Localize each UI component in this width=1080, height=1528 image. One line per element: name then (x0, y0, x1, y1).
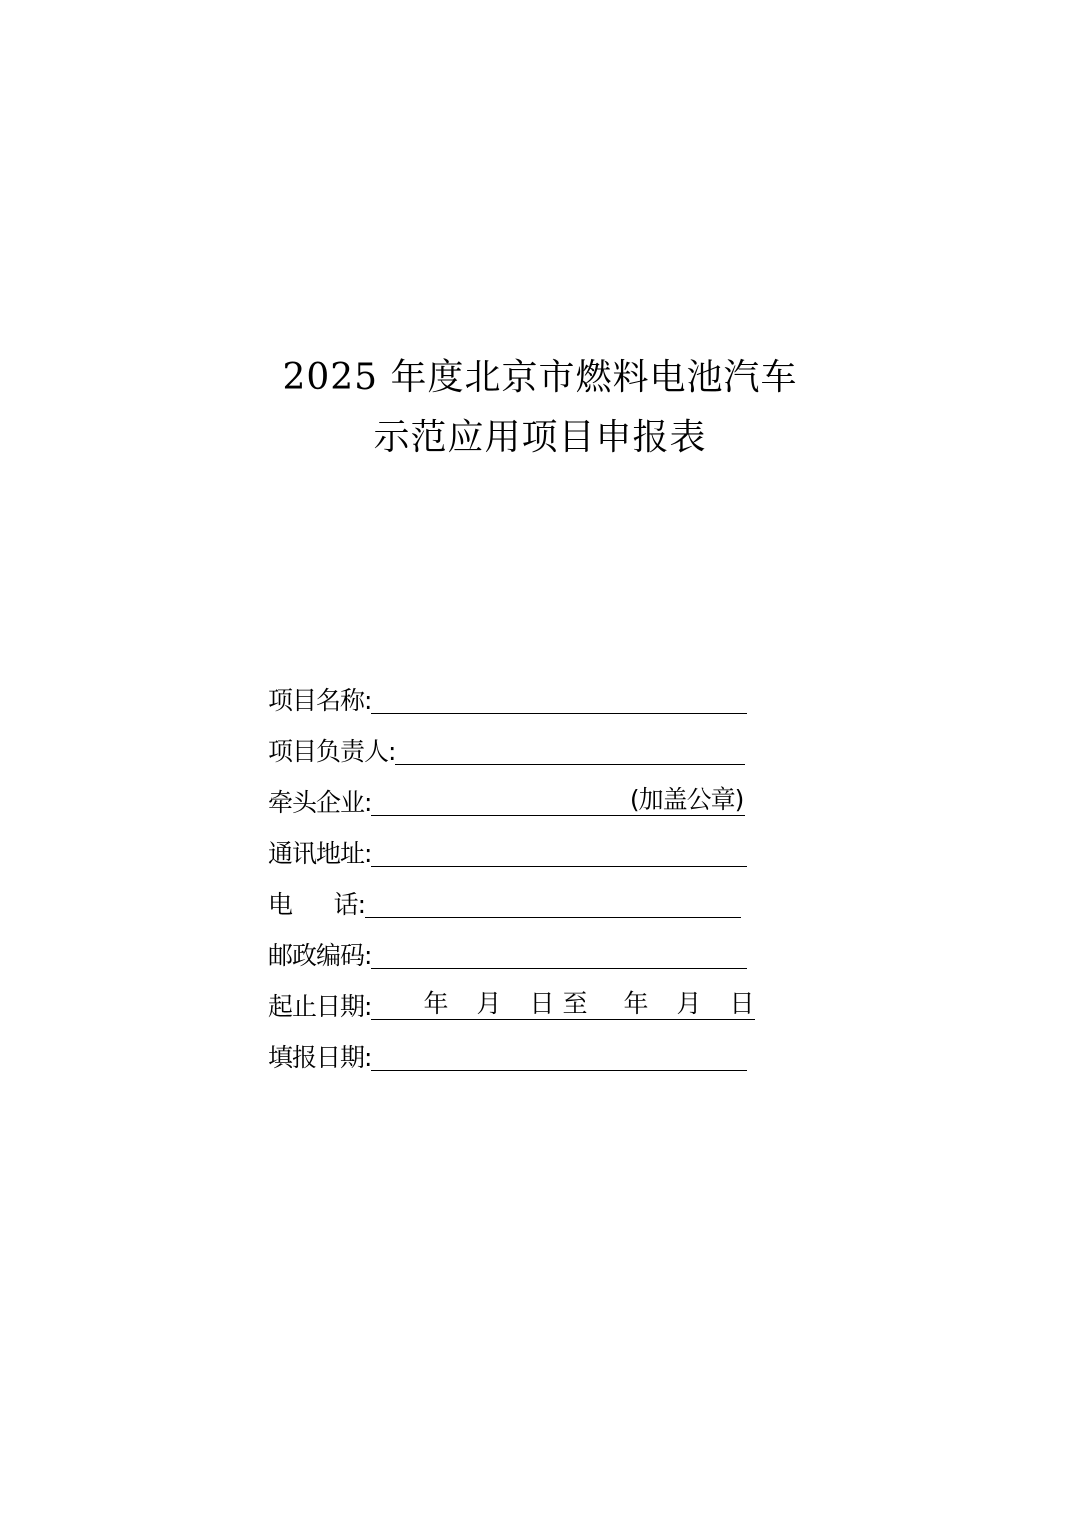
lead-company-row (268, 778, 745, 818)
start-year-unit: 年 (423, 989, 449, 1018)
period-to: 至 (562, 989, 588, 1018)
phone-row (268, 880, 741, 920)
period-row (268, 982, 755, 1022)
project-leader-row (268, 727, 745, 767)
address-label: 通讯地址: (268, 839, 372, 868)
project-leader-field[interactable] (395, 735, 745, 765)
lead-company-field[interactable] (371, 786, 745, 816)
fill-date-row (268, 1033, 747, 1073)
project-name-row (268, 676, 747, 716)
period-field[interactable] (371, 990, 755, 1020)
form-title-line-2: 示范应用项目申报表 (373, 417, 707, 458)
phone-label: 电 话: (268, 890, 366, 919)
start-month-unit: 月 (476, 989, 502, 1018)
period-label: 起止日期: (268, 992, 372, 1021)
form-title-line-1: 2025 年度北京市燃料电池汽车 (282, 357, 798, 398)
postal-code-label: 邮政编码: (268, 941, 372, 970)
official-seal-note: (加盖公章) (629, 785, 744, 814)
fill-date-field[interactable] (371, 1041, 747, 1071)
address-row (268, 829, 747, 869)
project-leader-label: 项目负责人: (268, 737, 396, 766)
project-name-field[interactable] (371, 684, 747, 714)
postal-code-row (268, 931, 747, 971)
end-month-unit: 月 (676, 989, 702, 1018)
end-day-unit: 日 (729, 989, 755, 1018)
phone-field[interactable] (365, 888, 741, 918)
lead-company-label: 牵头企业: (268, 788, 372, 817)
start-day-unit: 日 (529, 989, 555, 1018)
fill-date-label: 填报日期: (268, 1043, 372, 1072)
postal-code-field[interactable] (371, 939, 747, 969)
end-year-unit: 年 (623, 989, 649, 1018)
address-field[interactable] (371, 837, 747, 867)
project-name-label: 项目名称: (268, 686, 372, 715)
